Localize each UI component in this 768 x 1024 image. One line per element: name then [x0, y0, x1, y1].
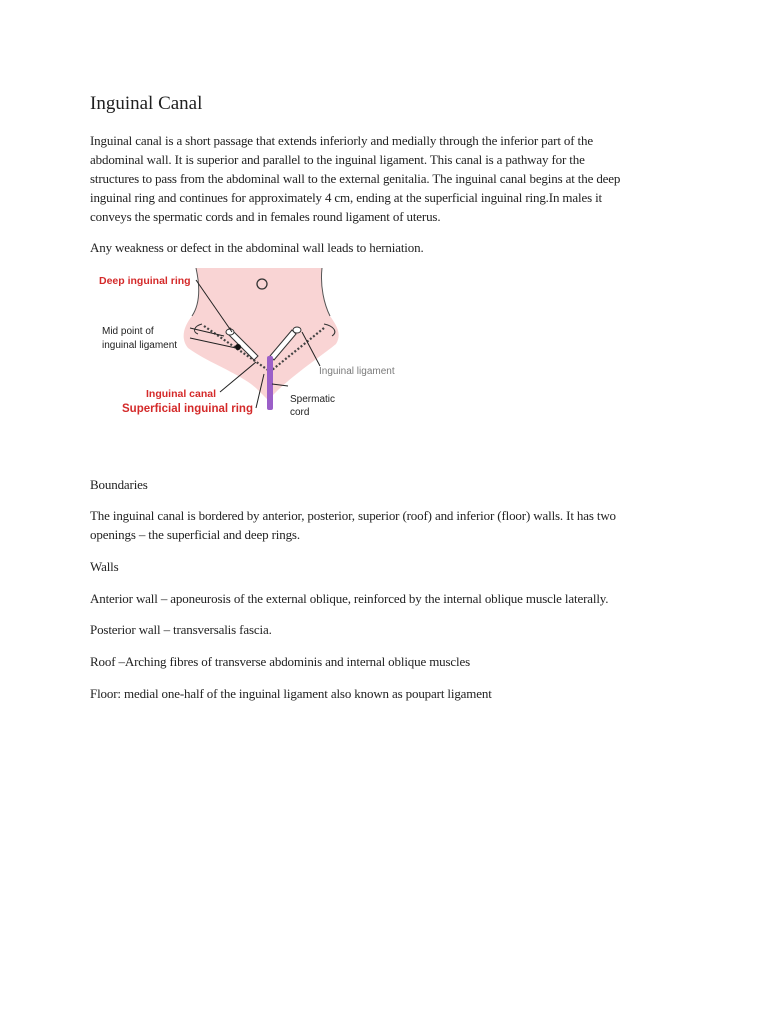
label-spermatic-1: Spermatic	[290, 394, 336, 405]
boundaries-line: openings – the superficial and deep rings.	[90, 527, 300, 542]
intro-line: Inguinal canal is a short passage that extends inferiorly and medially through the inferior part of the	[90, 133, 593, 148]
floor-wall: Floor: medial one-half of the inguinal ligament also known as poupart ligament	[90, 686, 492, 701]
mid-point-dot	[235, 344, 241, 350]
roof-wall: Roof –Arching fibres of transverse abdominis and internal oblique muscles	[90, 654, 471, 669]
label-inguinal-ligament: Inguinal ligament	[319, 366, 395, 377]
intro-line: abdominal wall. It is superior and parallel to the inguinal ligament. This canal is a pathway for the	[90, 152, 585, 167]
posterior-wall: Posterior wall – transversalis fascia.	[90, 622, 272, 637]
label-deep-ring: Deep inguinal ring	[99, 275, 191, 287]
label-mid-point-1: Mid point of	[102, 326, 154, 337]
label-superficial-ring: Superficial inguinal ring	[122, 403, 253, 415]
page-title: Inguinal Canal	[90, 93, 203, 114]
boundaries-paragraph	[90, 506, 680, 544]
boundaries-line: The inguinal canal is bordered by anterior, posterior, superior (roof) and inferior (floor) walls. It has two	[90, 508, 616, 523]
intro-line: conveys the spermatic cords and in females round ligament of uterus.	[90, 209, 441, 224]
abdomen-shape	[184, 268, 339, 400]
label-inguinal-canal: Inguinal canal	[146, 388, 217, 400]
intro-line: structures to pass from the abdominal wall to the external genitalia. The inguinal canal begins at the deep	[90, 171, 621, 186]
intro-line: inguinal ring and continues for approximately 4 cm, ending at the superficial inguinal ring.In males it	[90, 190, 602, 205]
spermatic-cord	[267, 356, 273, 410]
intro-paragraph	[90, 131, 680, 226]
inguinal-canal-diagram	[92, 268, 412, 420]
label-spermatic-2: cord	[290, 407, 310, 418]
weakness-paragraph: Any weakness or defect in the abdominal wall leads to herniation.	[90, 240, 424, 255]
boundaries-heading: Boundaries	[90, 477, 148, 492]
label-mid-point-2: inguinal ligament	[102, 340, 178, 351]
walls-heading: Walls	[90, 559, 119, 574]
anterior-wall: Anterior wall – aponeurosis of the external oblique, reinforced by the internal oblique muscle laterally.	[90, 591, 609, 606]
